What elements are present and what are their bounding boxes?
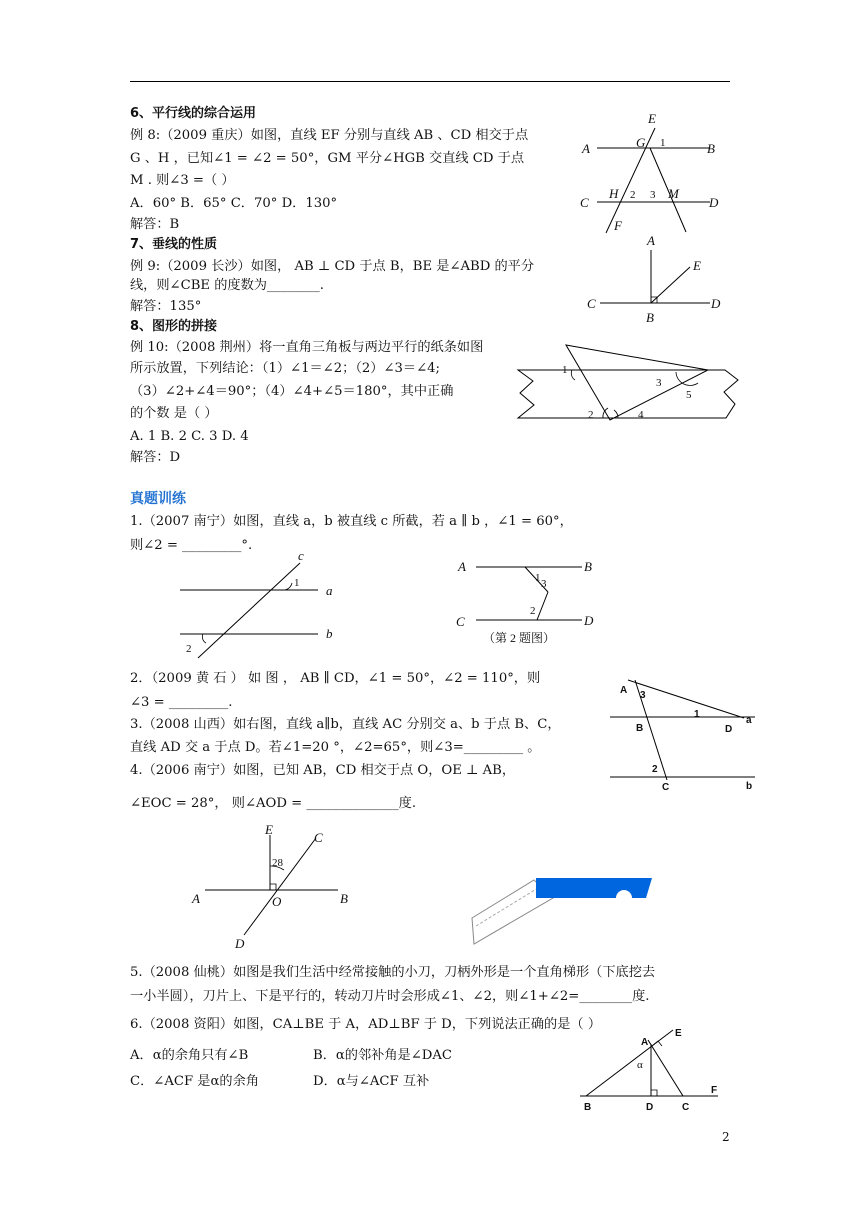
figq2-label: 2 bbox=[530, 605, 536, 617]
figq6-label: C bbox=[682, 1102, 690, 1113]
example-10-line-3: （3）∠2+∠4＝90°；（4）∠4+∠5＝180°，其中正确 bbox=[130, 384, 454, 399]
figq3-label: b bbox=[746, 781, 753, 792]
question-2-line-1: 2．（2009 黄 石 ） 如 图 ， AB ∥ CD，∠1 = 50°，∠2 = 110°，则 bbox=[130, 671, 541, 686]
example-8-answer: 解答：B bbox=[130, 217, 180, 232]
figq3-label: C bbox=[662, 782, 670, 793]
figq4-label: A bbox=[192, 891, 200, 906]
example-10-options: A. 1 B. 2 C. 3 D. 4 bbox=[130, 429, 249, 444]
figq6-label: A bbox=[641, 1037, 649, 1048]
figq2-label: D bbox=[584, 613, 594, 628]
figq2-label: A bbox=[458, 559, 466, 574]
fig8-label: F bbox=[614, 218, 622, 233]
example-9-answer: 解答：135° bbox=[130, 299, 202, 314]
figq1-label: a bbox=[326, 583, 333, 598]
example-10-line-4: 的个数 是（ ） bbox=[130, 406, 218, 421]
fig9-label: C bbox=[587, 296, 596, 311]
example-10-line-2: 所示放置，下列结论：（1）∠1＝∠2；（2）∠3＝∠4; bbox=[130, 361, 440, 376]
figq4-label: C bbox=[314, 830, 323, 845]
example-9-line-1: 例 9:（2009 长沙）如图， AB ⊥ CD 于点 B，BE 是∠ABD 的平分 bbox=[130, 259, 535, 274]
figq4-label: O bbox=[272, 894, 282, 909]
figq6-label: E bbox=[675, 1028, 682, 1039]
question-6-option-c: C．∠ACF 是α的余角 bbox=[130, 1074, 259, 1089]
figq2-label: 3 bbox=[541, 578, 547, 590]
question-3-line-1: 3.（2008 山西）如右图，直线 a∥b，直线 AC 分别交 a、b 于点 B、C， bbox=[130, 717, 561, 732]
fig8-label: A bbox=[582, 141, 590, 156]
figq1-label: 2 bbox=[186, 643, 192, 655]
fig10-label: 1 bbox=[562, 364, 568, 376]
question-6-stem: 6.（2008 资阳）如图，CA⊥BE 于 A，AD⊥BF 于 D，下列说法正确的是（ ） bbox=[130, 1017, 602, 1032]
fig8-label: H bbox=[609, 186, 619, 201]
fig10-label: 3 bbox=[656, 377, 662, 389]
fig9-label: B bbox=[646, 310, 654, 325]
question-5-line-1: 5.（2008 仙桃）如图是我们生活中经常接触的小刀，刀柄外形是一个直角梯形（下底挖去 bbox=[130, 965, 656, 980]
example-8-line-1: 例 8:（2009 重庆）如图，直线 EF 分别与直线 AB 、CD 相交于点 bbox=[130, 128, 529, 143]
figq4-label: D bbox=[235, 936, 245, 951]
section-8-title: 8、图形的拼接 bbox=[130, 319, 218, 334]
fig8-label: C bbox=[580, 195, 589, 210]
figq1-label: b bbox=[326, 626, 333, 641]
fig9-label: A bbox=[647, 233, 655, 248]
figq2-label: 1 bbox=[535, 572, 541, 584]
fig8-label: 2 bbox=[630, 189, 636, 201]
question-5-line-2: 一小半圆），刀片上、下是平行的，转动刀片时会形成∠1、∠2，则∠1+∠2=________度. bbox=[130, 989, 650, 1004]
figq6-label: D bbox=[646, 1102, 654, 1113]
figq1-label: c bbox=[298, 548, 304, 563]
figq3-label: 1 bbox=[694, 709, 700, 720]
question-6-option-d: D．α与∠ACF 互补 bbox=[313, 1074, 430, 1089]
figq3-label: 3 bbox=[640, 690, 646, 701]
question-4-line-2: ∠EOC = 28°， 则∠AOD = ______________度. bbox=[130, 796, 417, 811]
figq2-caption: （第 2 题图） bbox=[483, 631, 556, 645]
page-number: 2 bbox=[722, 1130, 730, 1144]
figq6-label: B bbox=[584, 1102, 592, 1113]
fig8-label: E bbox=[648, 111, 656, 126]
figq6-label: α bbox=[637, 1059, 643, 1071]
example-10-line-1: 例 10:（2008 荆州）将一直角三角板与两边平行的纸条如图 bbox=[130, 340, 484, 355]
fig9-label: D bbox=[711, 296, 721, 311]
figq3-label: D bbox=[725, 724, 733, 735]
fig9-label: E bbox=[693, 258, 701, 273]
figq6-label: F bbox=[711, 1085, 718, 1096]
figq4-label: 28 bbox=[272, 857, 283, 869]
figq3-label: A bbox=[620, 685, 628, 696]
fig10-label: 4 bbox=[638, 409, 644, 421]
figq3-label: B bbox=[636, 723, 644, 734]
fig8-label: B bbox=[707, 141, 715, 156]
figq2-label: C bbox=[456, 614, 465, 629]
example-10-answer: 解答：D bbox=[130, 450, 181, 465]
question-1-line-1: 1.（2007 南宁）如图，直线 a，b 被直线 c 所截，若 a ∥ b ，∠1 = 60°， bbox=[130, 514, 573, 529]
question-2-line-2: ∠3 = _________. bbox=[130, 695, 233, 710]
example-8-line-3: M . 则∠3 =（ ） bbox=[130, 173, 235, 188]
fig8-label: M bbox=[668, 186, 679, 201]
section-7-title: 7、垂线的性质 bbox=[130, 237, 218, 252]
fig10-label: 2 bbox=[588, 409, 594, 421]
question-3-line-2: 直线 AD 交 a 于点 D。若∠1=20 °，∠2=65°，则∠3=_________ 。 bbox=[130, 740, 541, 755]
example-8-line-2: G 、H ，已知∠1 = ∠2 = 50°，GM 平分∠HGB 交直线 CD 于点 bbox=[130, 151, 525, 166]
section-6-title: 6、平行线的综合运用 bbox=[130, 106, 257, 121]
question-6-option-a: A．α的余角只有∠B bbox=[130, 1048, 249, 1063]
figq4-label: E bbox=[265, 822, 273, 837]
figq4-label: B bbox=[340, 891, 348, 906]
example-9-line-2: 线，则∠CBE 的度数为________. bbox=[130, 278, 324, 293]
figq3-label: 2 bbox=[652, 764, 658, 775]
training-heading: 真题训练 bbox=[130, 491, 186, 507]
fig8-label: G bbox=[636, 135, 646, 150]
question-4-line-1: 4.（2006 南宁）如图，已知 AB，CD 相交于点 O，OE ⊥ AB， bbox=[130, 763, 516, 778]
figq2-label: B bbox=[584, 559, 592, 574]
question-6-option-b: B．α的邻补角是∠DAC bbox=[313, 1048, 452, 1063]
fig8-label: D bbox=[709, 195, 719, 210]
example-8-options: A．60° B．65° C．70° D．130° bbox=[130, 196, 338, 211]
fig8-label: 1 bbox=[660, 137, 666, 149]
figq1-label: 1 bbox=[294, 577, 300, 589]
figq3-label: a bbox=[746, 715, 752, 726]
fig10-label: 5 bbox=[686, 389, 692, 401]
fig8-label: 3 bbox=[650, 189, 656, 201]
question-1-line-2: 则∠2 = _________°. bbox=[130, 538, 253, 553]
